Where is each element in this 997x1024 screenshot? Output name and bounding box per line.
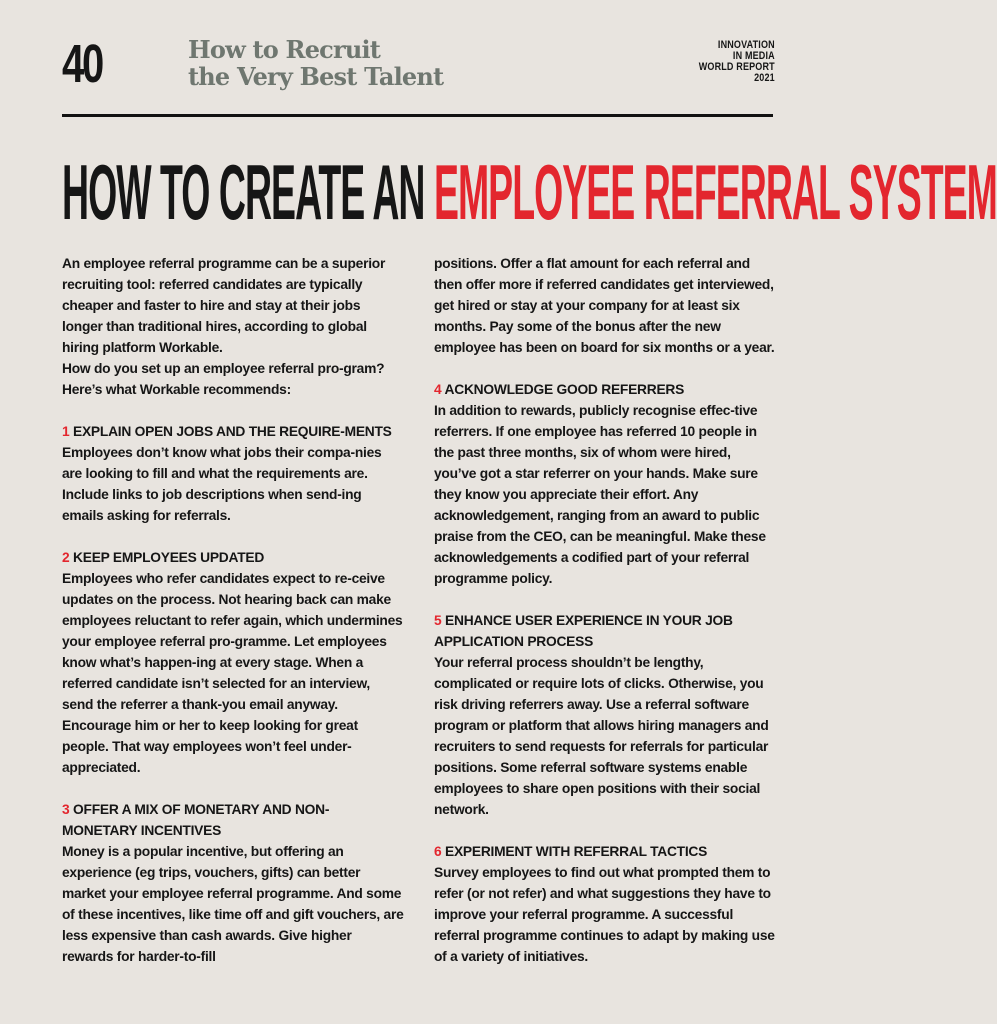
item-4-body: In addition to rewards, publicly recognise effec-tive referrers. If one employee has referred 10 people in the past three months, six of whom were hired, you’ve got a star referrer on your hands. Make sure they know you appreciate their effort. Any acknowledgement, ranging from an award to public praise from the CEO, can be meaningful. Make these acknowledgements a codified part of your referral programme policy.	[434, 403, 766, 586]
section-title-line-2: the Very Best Talent	[188, 62, 444, 91]
intro-paragraph-2: How do you set up an employee referral pro-gram? Here’s what Workable recommends:	[62, 361, 385, 397]
section-title-line-1: How to Recruit	[188, 35, 381, 64]
report-label-line-2: IN MEDIA	[733, 50, 775, 62]
item-6-number: 6	[434, 844, 442, 859]
item-1-number: 1	[62, 424, 70, 439]
item-1-body: Employees don’t know what jobs their compa-nies are looking to fill and what the requirements are. Include links to job descriptions when send-ing emails asking for referrals.	[62, 445, 382, 523]
item-2-heading-text: KEEP EMPLOYEES UPDATED	[73, 550, 265, 565]
item-3-heading-text: OFFER A MIX OF MONETARY AND NON-MONETARY INCENTIVES	[62, 802, 330, 838]
item-3-heading	[62, 799, 404, 841]
intro-paragraph-1: An employee referral programme can be a superior recruiting tool: referred candidates are typically cheaper and faster to hire and stay at their jobs longer than traditional hires, according to global hiring platform Workable.	[62, 256, 386, 355]
item-6-heading	[434, 841, 776, 862]
report-label-line-1: INNOVATION	[718, 39, 775, 51]
item-3-body-continued: positions. Offer a flat amount for each referral and then offer more if referred candidates get interviewed, get hired or stay at your company for at least six months. Pay some of the bonus after the new employee has been on board for six months or a year.	[434, 256, 775, 355]
item-2-number: 2	[62, 550, 70, 565]
left-column	[62, 253, 404, 967]
item-1-heading-text: EXPLAIN OPEN JOBS AND THE REQUIRE-MENTS	[73, 424, 392, 439]
item-5-number: 5	[434, 613, 442, 628]
item-2-heading	[62, 547, 404, 568]
item-4-heading	[434, 379, 776, 400]
headline-part-2: EMPLOYEE REFERRAL SYSTEM	[433, 148, 997, 236]
report-label-line-3: WORLD REPORT	[698, 61, 775, 73]
item-1-heading	[62, 421, 404, 442]
item-3-body: Money is a popular incentive, but offering an experience (eg trips, vouchers, gifts) can better market your employee referral programme. And some of these incentives, like time off and gift vouchers, are less expensive than cash awards. Give higher rewards for harder-to-fill	[62, 844, 404, 964]
item-4-number: 4	[434, 382, 442, 397]
item-6-body: Survey employees to find out what prompted them to refer (or not refer) and what suggestions they have to improve your referral programme. A successful referral programme continues to adapt by making use of a variety of initiatives.	[434, 865, 775, 964]
item-6-heading-text: EXPERIMENT WITH REFERRAL TACTICS	[445, 844, 708, 859]
page-number: 40	[62, 34, 103, 94]
header-divider	[62, 114, 773, 117]
item-5-heading-text: ENHANCE USER EXPERIENCE IN YOUR JOB APPLICATION PROCESS	[434, 613, 733, 649]
item-3-number: 3	[62, 802, 70, 817]
item-2-body: Employees who refer candidates expect to re-ceive updates on the process. Not hearing back can make employees reluctant to refer again, which undermines your employee referral pro-gramme. Let employees know what’s happen-ing at every stage. When a referred candidate isn’t selected for an interview, send the referrer a thank-you email anyway. Encourage him or her to keep looking for great people. That way employees won’t feel under-appreciated.	[62, 571, 403, 775]
right-column	[434, 253, 776, 967]
report-label-line-4: 2021	[754, 72, 775, 84]
report-label	[699, 40, 775, 84]
section-title	[188, 36, 443, 90]
item-5-body: Your referral process shouldn’t be lengthy, complicated or require lots of clicks. Otherwise, you risk driving referrers away. Use a referral software program or platform that allows hiring managers and recruiters to send requests for referrals for particular positions. Some referral software systems enable employees to share open positions with their social network.	[434, 655, 769, 817]
item-5-heading	[434, 610, 776, 652]
item-4-heading-text: ACKNOWLEDGE GOOD REFERRERS	[444, 382, 685, 397]
headline-part-1: HOW TO CREATE AN	[62, 148, 434, 236]
article-headline	[62, 148, 997, 236]
